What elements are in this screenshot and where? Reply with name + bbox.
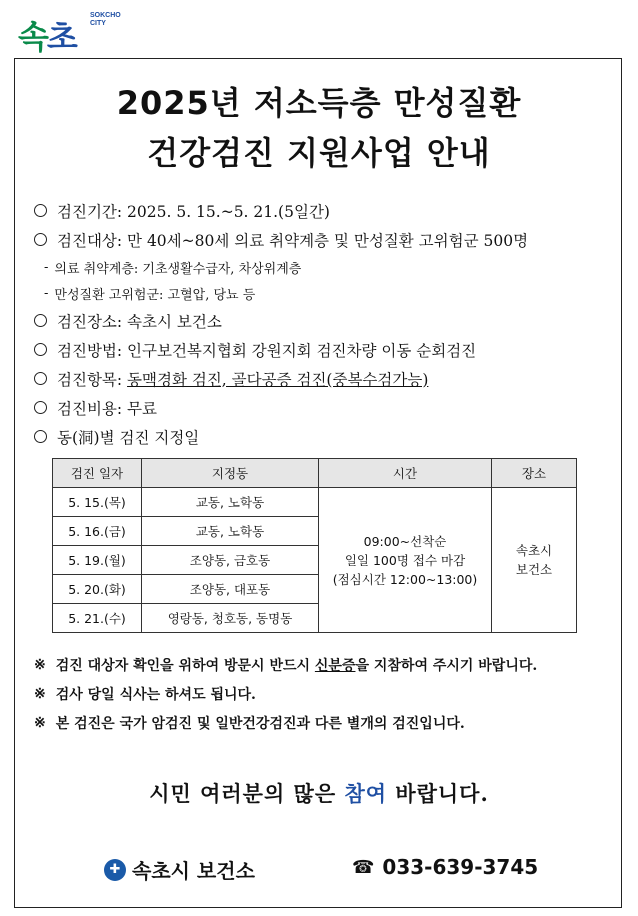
- row-dong: 교동, 노학동: [142, 517, 319, 546]
- health-center-icon: ✚: [104, 859, 126, 881]
- item-target-sub2: - 만성질환 고위험군: 고혈압, 당뇨 등: [44, 285, 256, 303]
- row-date: 5. 16.(금): [53, 517, 142, 546]
- row-date: 5. 15.(목): [53, 488, 142, 517]
- header-dong: 지정동: [142, 459, 319, 488]
- header-place: 장소: [492, 459, 577, 488]
- place-cell: 속초시 보건소: [492, 488, 577, 633]
- row-date: 5. 19.(월): [53, 546, 142, 575]
- table-header-row: [53, 459, 577, 488]
- info-list: [34, 196, 614, 451]
- circle-bullet-icon: [34, 343, 47, 356]
- logo-english: SOKCHO CITY: [90, 12, 121, 27]
- time-cell: 09:00~선착순 일일 100명 접수 마감 (점심시간 12:00~13:00): [319, 488, 492, 633]
- footer-telephone: ☎ 033-639-3745: [352, 855, 539, 879]
- circle-bullet-icon: [34, 314, 47, 327]
- page-title-line1: 2025년 저소득층 만성질환: [116, 84, 522, 122]
- row-date: 5. 21.(수): [53, 604, 142, 633]
- circle-bullet-icon: [34, 430, 47, 443]
- note-separate-exam: ※ 본 검진은 국가 암검진 및 일반건강검진과 다른 별개의 검진입니다.: [34, 714, 465, 732]
- row-dong: 조양동, 대포동: [142, 575, 319, 604]
- row-dong: 조양동, 금호동: [142, 546, 319, 575]
- circle-bullet-icon: [34, 372, 47, 385]
- circle-bullet-icon: [34, 401, 47, 414]
- item-schedule-heading: 동(洞)별 검진 지정일: [34, 422, 614, 451]
- circle-bullet-icon: [34, 204, 47, 217]
- item-place: 검진장소: 속초시 보건소: [34, 306, 614, 335]
- row-dong: 영랑동, 청호동, 동명동: [142, 604, 319, 633]
- page-title-line2: 건강검진 지원사업 안내: [147, 134, 491, 172]
- sokcho-city-logo: [18, 10, 128, 56]
- header-date: 검진 일자: [53, 459, 142, 488]
- item-cost: 검진비용: 무료: [34, 393, 614, 422]
- row-date: 5. 20.(화): [53, 575, 142, 604]
- row-dong: 교동, 노학동: [142, 488, 319, 517]
- table-row: [53, 488, 577, 517]
- footer-organization: ✚ 속초시 보건소: [104, 855, 255, 884]
- item-target-sub1: - 의료 취약계층: 기초생활수급자, 차상위계층: [44, 259, 302, 277]
- item-period: 검진기간: 2025. 5. 15.~5. 21.(5일간): [34, 196, 614, 225]
- note-id-card: ※ 검진 대상자 확인을 위하여 방문시 반드시 신분증 을 지참하여 주시기 바랍니다.: [34, 656, 538, 674]
- item-exam: 검진항목: 동맥경화 검진, 골다공증 검진(중복수검가능): [34, 364, 614, 393]
- logo-hangul: 속초: [18, 18, 76, 56]
- note-meal: ※ 검사 당일 식사는 하셔도 됩니다.: [34, 685, 256, 703]
- schedule-table: [52, 458, 577, 633]
- item-method: 검진방법: 인구보건복지협회 강원지회 검진차량 이동 순회검진: [34, 335, 614, 364]
- closing-message: 시민 여러분의 많은 참여 바랍니다.: [149, 781, 489, 806]
- item-target: 검진대상: 만 40세~80세 의료 취약계층 및 만성질환 고위험군 500명: [34, 225, 614, 254]
- notes-list: [34, 650, 614, 737]
- circle-bullet-icon: [34, 233, 47, 246]
- header-time: 시간: [319, 459, 492, 488]
- telephone-icon: ☎: [352, 856, 375, 878]
